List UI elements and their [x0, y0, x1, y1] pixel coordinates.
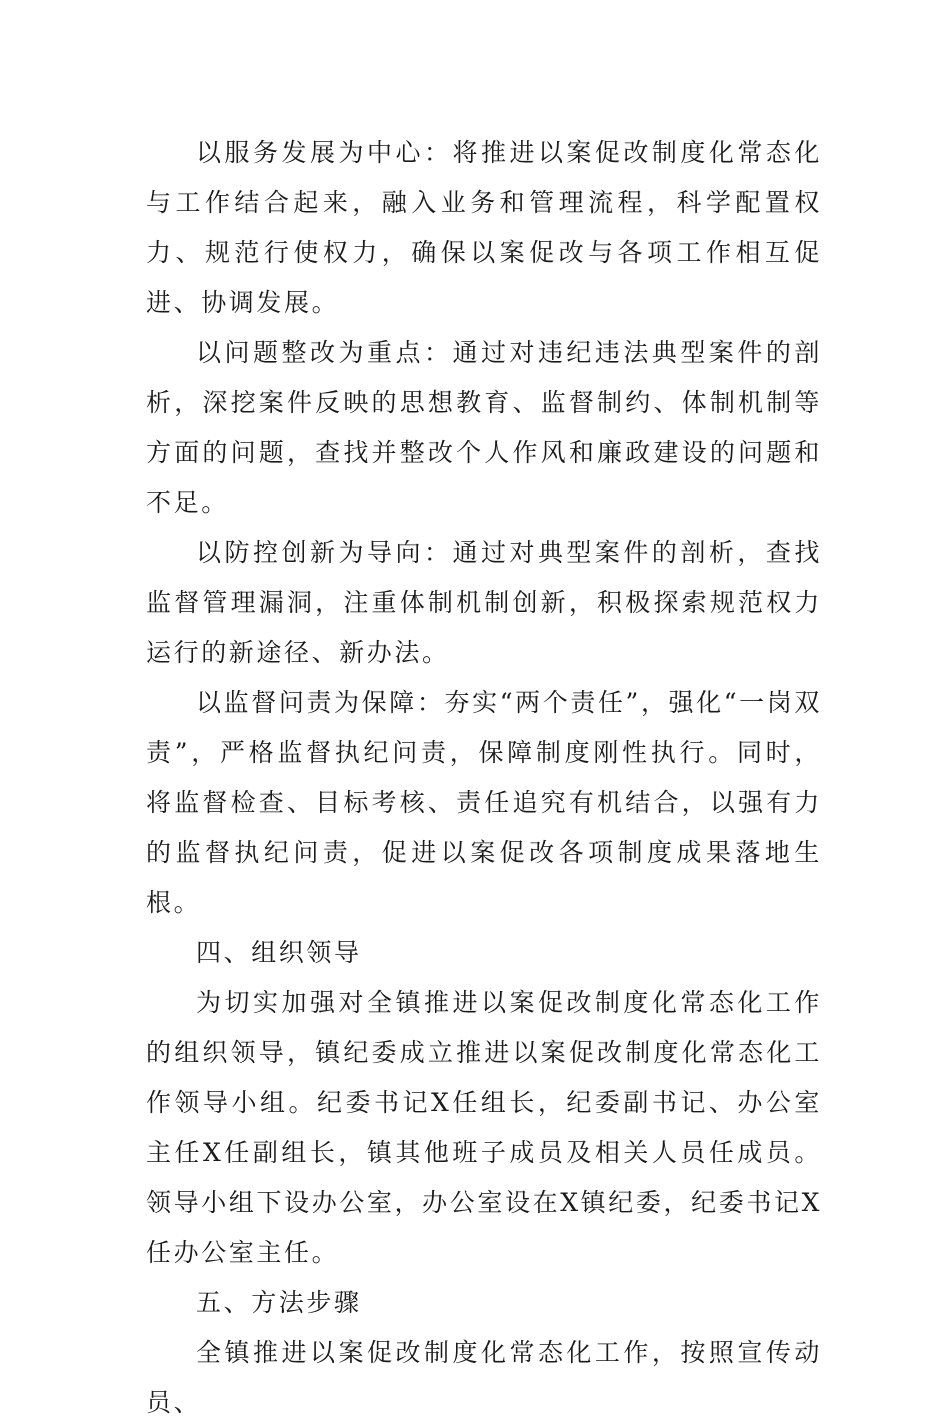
document-body — [146, 128, 822, 1428]
section-heading-organization: 四、组织领导 — [196, 938, 362, 967]
section-heading-methods: 五、方法步骤 — [196, 1288, 362, 1317]
paragraph-supervision-accountability: 以监督问责为保障：夯实“两个责任”，强化“一岗双责”，严格监督执纪问责，保障制度刚性执行。同时，将监督检查、目标考核、责任追究有机结合，以强有力的监督执纪问责，促进以案促改各项制度成果落地生根。 — [146, 688, 822, 917]
paragraph-problem-rectification: 以问题整改为重点：通过对违纪违法典型案件的剖析，深挖案件反映的思想教育、监督制约、体制机制等方面的问题，查找并整改个人作风和廉政建设的问题和不足。 — [146, 338, 822, 517]
paragraph-organization: 为切实加强对全镇推进以案促改制度化常态化工作的组织领导，镇纪委成立推进以案促改制度化常态化工作领导小组。纪委书记X任组长，纪委副书记、办公室主任X任副组长，镇其他班子成员及相关人员任成员。领导小组下设办公室，办公室设在X镇纪委，纪委书记X任办公室主任。 — [146, 988, 822, 1267]
paragraph-prevention-innovation: 以防控创新为导向：通过对典型案件的剖析，查找监督管理漏洞，注重体制机制创新，积极探索规范权力运行的新途径、新办法。 — [146, 538, 822, 667]
paragraph-methods: 全镇推进以案促改制度化常态化工作，按照宣传动员、 — [146, 1338, 822, 1417]
paragraph-service-development: 以服务发展为中心：将推进以案促改制度化常态化与工作结合起来，融入业务和管理流程，科学配置权力、规范行使权力，确保以案促改与各项工作相互促进、协调发展。 — [146, 138, 822, 317]
